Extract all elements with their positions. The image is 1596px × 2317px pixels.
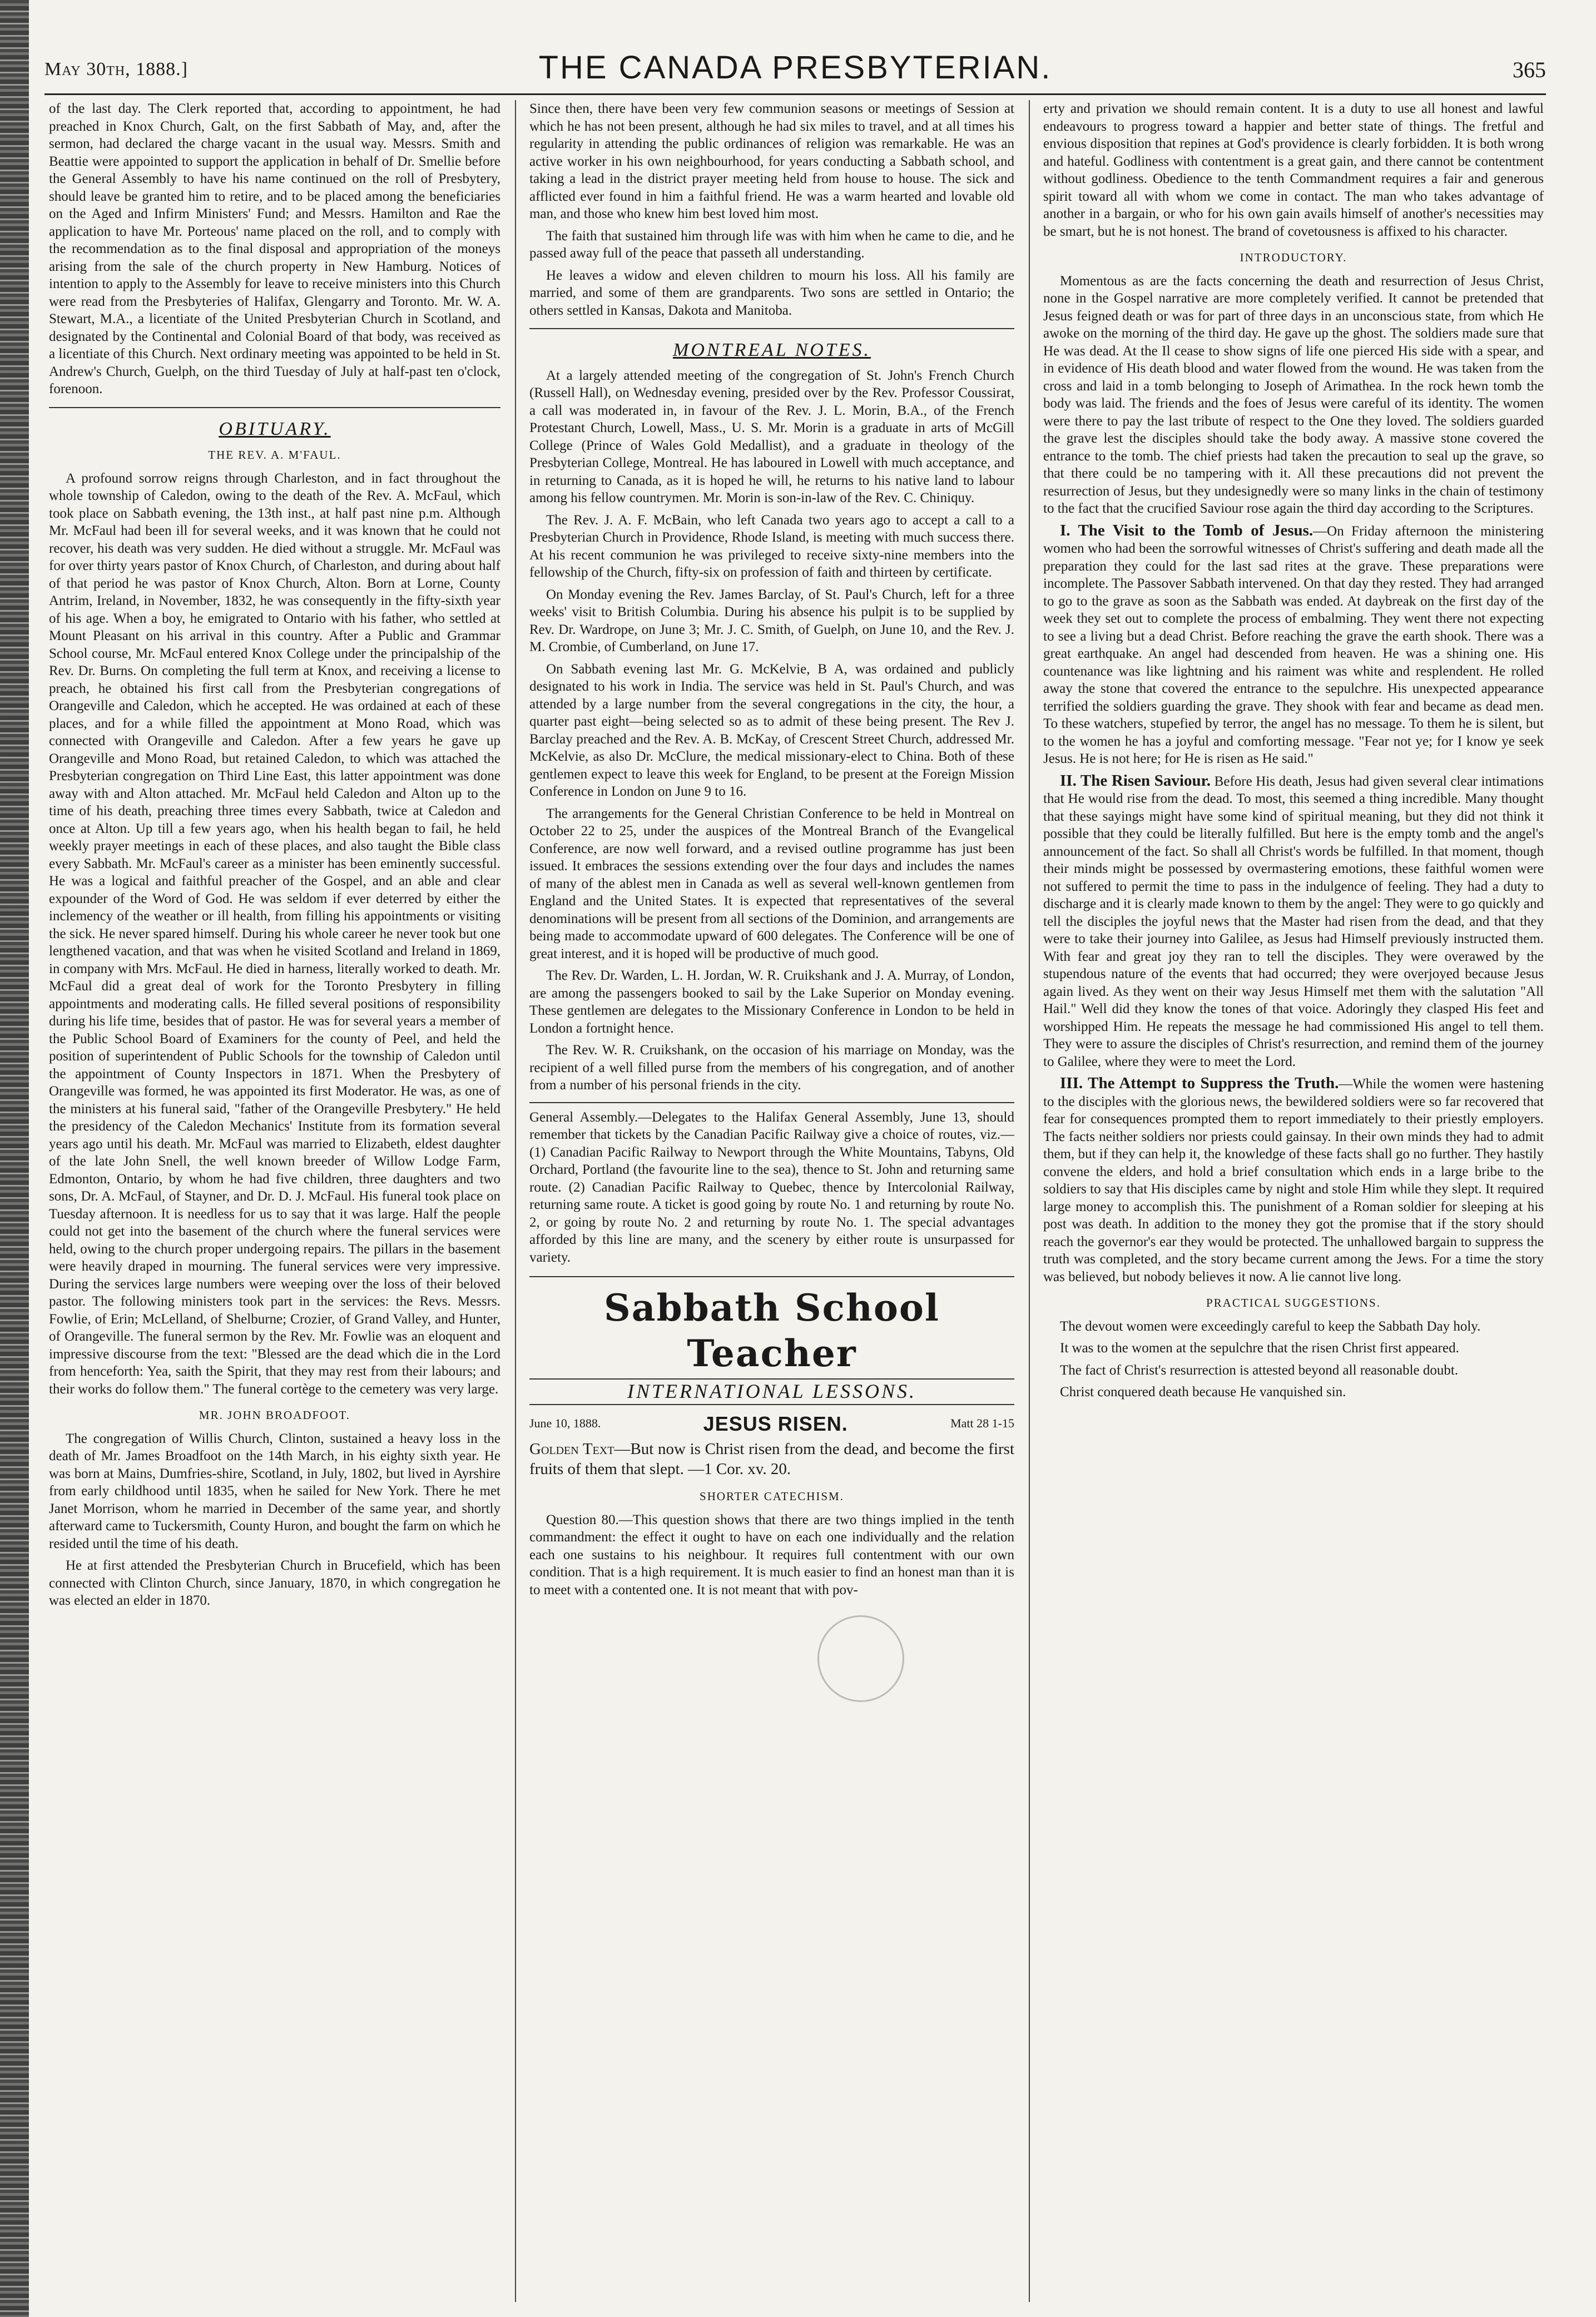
page-binding-edge (0, 0, 29, 2317)
broadfoot-heading: MR. JOHN BROADFOOT. (199, 1408, 351, 1422)
lesson-section-3 (1043, 1075, 1544, 1286)
suggestion-3: The fact of Christ's resurrection is attested beyond all reasonable doubt. (1060, 1362, 1459, 1378)
page-number: 365 (1513, 57, 1546, 82)
montreal-note-1: At a largely attended meeting of the congregation of St. John's French Church (Russell Hall), on Wednesday evening, presided over by the Rev. Professor Coussirat, a call was moderated in, in favour of the Rev. J. L. Morin, B.A., of the French Protestant Church, Lowell, Mass., U. S. Mr. Morin is a graduate in arts of McGill College (Prince of Wales Gold Medallist), and a graduate in theology of the Presbyterian College, Montreal. He has laboured in Lowell with much acceptance, and in returning to Canada, as it is hoped he will, he returns to his native land to labour among his fellow countrymen. Mr. Morin is son-in-law of the Rev. C. Chiniquy. (529, 368, 1014, 505)
section-rule (529, 328, 1014, 329)
broadfoot-text-2: He at first attended the Presbyterian Church in Brucefield, which has been connected with Clinton Church, since January, 1870, in which congregation he was elected an elder in 1870. (49, 1558, 500, 1608)
montreal-notes-heading: MONTREAL NOTES. (673, 340, 871, 360)
general-assembly-notice (529, 1102, 1014, 1278)
suggestion-2: It was to the women at the sepulchre that the risen Christ first appeared. (1060, 1341, 1459, 1356)
lesson-section-2-text: Before His death, Jesus had given several clear intimations that He would rise from the dead. To most, this seemed a thing incredible. Many thought that these sayings might have some kind of spiritual meaning, but they did not think it possible that they could be literally fulfilled. But here is the empty tomb and the angel's announcement of the fact. So shall all Christ's words be fulfilled. In that moment, though their minds might be possessed by overmastering emotions, these faithful women were not suffered to permit the time to pass in the indulgence of feeling. They had a duty to discharge and it is clearly made known to them by the angel: They were to go quickly and tell the disciples the joyful news that the Master had risen from the dead, and that they were to take their journey into Galilee, as Jesus had Himself previously instructed them. With fear and great joy they ran to tell the disciples. They were overawed by the stupendous nature of the events that had occurred; they were overjoyed because Jesus again lived. As they went on their way Jesus Himself met them with the salutation "All Hail." Well did they know the tones of that voice. Adoringly they clasped His feet and worshipped Him. He repeats the message he had commissioned His angel to tell them. They were to assure the disciples of Christ's resurrection, and remind them of the journey to Galilee, where they were to meet the Lord. (1043, 773, 1544, 1069)
montreal-note-3: On Monday evening the Rev. James Barclay, of St. Paul's Church, left for a three weeks' visit to British Columbia. During his absence his pulpit is to be supplied by Rev. Dr. Wardrope, on June 3; Mr. J. C. Smith, of Guelph, on June 10, and the Rev. J. M. Crombie, of Cumberland, on June 17. (529, 587, 1014, 654)
column-1 (49, 100, 500, 2302)
shorter-catechism-heading: SHORTER CATECHISM. (700, 1490, 844, 1503)
suggestion-4: Christ conquered death because He vanquished sin. (1060, 1385, 1346, 1400)
montreal-note-5: The arrangements for the General Christian Conference to be held in Montreal on October 22 to 25, under the auspices of the Montreal Branch of the Evangelical Conference, are now well forward, and a revised outline programme has just been issued. It embraces the sessions extending over the four days and includes the names of many of the ablest men in Canada as well as several well-known gentlemen from England and the United States. It is expected that representatives of the several denominations will be present from all sections of the Dominion, and arrangements are being made to accommodate upward of 600 delegates. The Conference will be one of great interest, and it is hoped will be productive of much good. (529, 806, 1014, 961)
column-2 (529, 100, 1014, 2302)
mcfaul-heading: THE REV. A. M'FAUL. (208, 448, 341, 462)
header-rule (44, 93, 1546, 95)
introductory-heading: INTRODUCTORY. (1240, 251, 1347, 264)
lesson-section-2 (1043, 772, 1544, 1071)
suggestion-1: The devout women were exceedingly careful to keep the Sabbath Day holy. (1060, 1318, 1481, 1334)
lesson-section-1 (1043, 522, 1544, 768)
lesson-reference: Matt 28 1-15 (950, 1416, 1014, 1431)
practical-suggestions-heading: PRACTICAL SUGGESTIONS. (1206, 1296, 1381, 1309)
column-divider (1029, 100, 1030, 2302)
montreal-note-7: The Rev. W. R. Cruikshank, on the occasion of his marriage on Monday, was the recipient of a well filled purse from the members of his congregation, and of another from a number of his personal friends in the city. (529, 1043, 1014, 1093)
lesson-date: June 10, 1888. (529, 1416, 601, 1431)
broadfoot-continued-3: He leaves a widow and eleven children to mourn his loss. All his family are married, and some of them are grandparents. Two sons are settled in Ontario; the others settled in Kansas, Dakota and Manitoba. (529, 267, 1014, 318)
page-header (44, 49, 1546, 89)
lesson-title: JESUS RISEN. (703, 1412, 848, 1435)
montreal-note-6: The Rev. Dr. Warden, L. H. Jordan, W. R. Cruikshank and J. A. Murray, of London, are among the passengers booked to sail by the Lake Superior on Monday evening. These gentlemen are delegates to the Missionary Conference in London to be held in London a fortnight hence. (529, 968, 1014, 1036)
montreal-note-2: The Rev. J. A. F. McBain, who left Canada two years ago to accept a call to a Presbyterian Church in Providence, Rhode Island, is meeting with much success there. At his recent communion he was privileged to receive sixty-nine members into the fellowship of the Church, fifty-six on profession of faith and thirteen by certificate. (529, 512, 1014, 580)
library-stamp (817, 1615, 904, 1702)
mcfaul-obituary-text: A profound sorrow reigns through Charleston, and in fact throughout the whole township of Caledon, owing to the death of the Rev. A. McFaul, which took place on Sabbath evening, the 13th inst., at half past nine p.m. Although Mr. McFaul had been ill for several weeks, and it was known that he could not recover, his death was very sudden. He died without a struggle. Mr. McFaul was for over thirty years pastor of Knox Church, of Charleston, and during about half of that period he was pastor of Knox Church, Alton. Born at Lorne, County Antrim, Ireland, in November, 1832, he was consequently in the fifty-sixth year of his age. When a boy, he emigrated to Ontario with his father, who settled at Mount Pleasant on his arrival in this country. After a Public and Grammar School course, Mr. McFaul entered Knox College under the principalship of the Rev. Dr. Burns. On completing the full term at Knox, and receiving a license to preach, he obtained his first call from the Presbyterian congregations of Orangeville and Caledon, which he accepted. He was ordained at each of these places, and for a while filled the appointment at Mono Road, which was connected with Orangeville and Caledon. After a few years he gave up Orangeville and Mono Road, but retained Caledon, to which was attached the Presbyterian congregation on Third Line East, this latter appointment was done away with and Alton attached. Mr. McFaul held Caledon and Alton up to the time of his death, preaching three times every Sabbath, twice at Caledon and once at Alton. Up till a few years ago, when his health began to fail, he held weekly prayer meetings in each of these places, and also taught the Bible class every Sabbath. Mr. McFaul's career as a minister has been eminently successful. He was a logical and faithful preacher of the Gospel, and an able and clear expounder of the Word of God. He was seldom if ever deterred by either the inclemency of the weather or ill health, from filling his appointments or visiting the sick. He never spared himself. During his whole career he never took but one lengthened vacation, and that was when he visited Scotland and Ireland in 1869, in company with Mrs. McFaul. He died in harness, literally worked to death. Mr. McFaul did a great deal of work for the Toronto Presbytery in filling appointments and moderating calls. He filled several positions of responsibility during his life time, besides that of pastor. He was for several years a member of the Public School Board of Examiners for the county of Peel, and held the position of superintendent of Public Schools for the township of Caledon until the appointment of County Inspectors in 1871. When the Presbytery of Orangeville was formed, he was appointed its first Moderator. He was, as one of the ministers at his funeral said, "father of the Orangeville Presbytery." He held the presidency of the Caledon Mechanics' Institute from its formation several years ago until his death. Mr. McFaul was married to Elizabeth, eldest daughter of the late John Snell, the well known breeder of Willow Lodge Farm, Edmonton, Ontario, by whom he had five children, three daughters and two sons, Dr. A. McFaul, of Stayner, and Dr. D. J. McFaul. His funeral took place on Tuesday afternoon. It is needless for us to say that it was large. Half the people could not get into the basement of the church where the funeral services were held, owing to the church proper undergoing repairs. The pillars in the basement were heavily draped in mourning. The funeral services were very impressive. During the services large numbers were weeping over the loss of their beloved pastor. The following ministers took part in the services: the Revs. Messrs. Fowlie, of Erin; McLelland, of Shelburne; Crozier, of Grand Valley, and Hunter, of Orangeville. The funeral sermon by the Rev. Mr. Fowlie was an eloquent and impressive discourse from the text: "Blessed are the dead which die in the Lord from henceforth: Yea, saith the Spirit, that they may rest from their labours; and their works do follow them." The funeral cortège to the cemetery was very large. (49, 470, 500, 1397)
column-3 (1043, 100, 1544, 2302)
golden-text-label: Golden Text (529, 1440, 614, 1458)
column-divider (515, 100, 516, 2302)
general-assembly-text: General Assembly.—Delegates to the Halifax General Assembly, June 13, should remember that tickets by the Canadian Pacific Railway give a choice of routes, viz.— (1) Canadian Pacific Railway to Newport through the White Mountains, Tabyns, Old Orchard, Portland (the favourite line to the sea), thence to St. John and returning same route. (2) Canadian Pacific Railway to Quebec, thence by Intercolonial Railway, returning same route. A ticket is good going by route No. 1 and returning by route No. 2, or going by route No. 2 and returning by route No. 1. The special advantages afforded by this line are many, and the scenery by either route is unsurpassed for variety. (529, 1109, 1014, 1265)
lesson-section-2-title: II. The Risen Saviour. (1060, 771, 1211, 790)
golden-text (529, 1439, 1014, 1479)
broadfoot-text-1: The congregation of Willis Church, Clinton, sustained a heavy loss in the death of Mr. James Broadfoot on the 14th March, in his eighty sixth year. He was born at Mains, Dumfries-shire, Scotland, in July, 1802, but lived in Ayrshire from early childhood until 1835, when he sailed for New York. There he met Janet Morrison, whom he married in December of the same year, and shortly afterward came to Tuckersmith, County Huron, and bought the farm on which he resided until the time of his death. (49, 1431, 500, 1551)
section-rule (49, 407, 500, 408)
issue-date: May 30th, 1888.] (44, 59, 189, 80)
masthead: THE CANADA PRESBYTERIAN. (538, 49, 1052, 86)
introductory-text: Momentous as are the facts concerning the death and resurrection of Jesus Christ, none in the Gospel narrative are more completely verified. It cannot be pretended that Jesus feigned death or was for part of three days in an unconscious state, from which He awoke on the morning of the third day. He gave up the ghost. The soldiers made sure that He was dead. At the Il cease to show signs of life one pierced His side with a spear, and in evidence of His death blood and water flowed from the wound. He was taken from the cross and laid in a tomb belonging to Joseph of Arimathea. In the rock hewn tomb the body was laid. The friends and the foes of Jesus were careful of its identity. The women were there to pay the last tribute of respect to the One they loved. The soldiers guarded the grave lest the disciples should take the body away. A massive stone covered the entrance to the tomb. The chief priests had taken the precaution to seal up the grave, so that there could be no tampering with it. All these precautions did not prevent the resurrection of Jesus, but they undesignedly were so many links in the chain of testimony to the fact that the crucified Saviour rose again the third day according to the Scriptures. (1043, 273, 1544, 516)
international-lessons-subtitle: INTERNATIONAL LESSONS. (529, 1378, 1014, 1405)
obituary-heading: OBITUARY. (219, 418, 331, 439)
lesson-section-1-title: I. The Visit to the Tomb of Jesus. (1060, 521, 1314, 539)
broadfoot-continued-1: Since then, there have been very few communion seasons or meetings of Session at which he has not been present, although he had six miles to travel, and at all times his regularity in attending the public ordinances of religion was remarkable. He was an active worker in his own neighbourhood, for years conducting a Sabbath school, and taking a lead in the district prayer meeting held from house to house. The sick and afflicted ever found in him a faithful friend. He was a warm hearted and lovable old man, and those who knew him best loved him most. (529, 101, 1014, 221)
sabbath-school-teacher-title: Sabbath School Teacher (604, 1286, 940, 1375)
lesson-section-3-title: III. The Attempt to Suppress the Truth. (1060, 1074, 1339, 1092)
catechism-question-text: Question 80.—This question shows that there are two things implied in the tenth commandment: the effect it ought to have on each one individually and the relation each one sustains to his neighbour. It requires full contentment with our own condition. That is a high requirement. It is much easier to find an honest man than it is to meet with a contented one. It is not meant that with pov- (529, 1512, 1014, 1597)
broadfoot-continued-2: The faith that sustained him through life was with him when he came to die, and he passed away full of the peace that passeth all understanding. (529, 228, 1014, 261)
golden-text-body: —But now is Christ risen from the dead, and become the first fruits of them that slept. —1 Cor. xv. 20. (529, 1440, 1014, 1478)
lesson-section-3-text: —While the women were hastening to the disciples with the glorious news, the bewildered soldiers were so far recovered that fear for consequences prompted them to report immediately to their priestly employers. The facts neither soldiers nor priests could gainsay. In their own minds they had to admit them, but if they can help it, the knowledge of these facts shall go no further. They hastily convene the elders, and hold a brief consultation which ends in a large bribe to the soldiers to say that His disciples came by night and stole Him while they slept. It required large money to accomplish this. The punishment of a Roman soldier for sleeping at his post was death. In addition to the money they got the promise that if the story should reach the governor's ear they would be protected. The unhallowed bargain to suppress the truth was completed, and the story became current among the Jews. For a time the story was believed, but nobody believes it now. A lie cannot live long. (1043, 1076, 1544, 1284)
montreal-note-4: On Sabbath evening last Mr. G. McKelvie, B A, was ordained and publicly designated to his work in India. The service was held in St. Paul's Church, and was attended by a large number from the several congregations in the city, the hour, a quarter past eight—being selected so as to admit of these being present. The Rev J. Barclay preached and the Rev. A. B. McKay, of Crescent Street Church, addressed Mr. McKelvie, as also Dr. McClure, the medical missionary-elect to China. Both of these gentlemen expect to leave this week for England, to be present at the Foreign Mission Conference in London on June 9 to 16. (529, 661, 1014, 799)
presbytery-report-text: of the last day. The Clerk reported that, according to appointment, he had preached in Knox Church, Galt, on the first Sabbath of May, and, after the sermon, had declared the charge vacant in the usual way. Messrs. Smith and Beattie were appointed to support the application in behalf of Dr. Smellie before the General Assembly to have his name continued on the roll of Presbytery, should leave be granted him to retire, and to be placed among the beneficiaries on the Aged and Infirm Ministers' Fund; and Messrs. Hamilton and Rae the application to have Mr. Porteous' name placed on the roll, and to comply with the recommendation as to the final disposal and appropriation of the moneys arising from the sale of the church property in New Hamburg. Notices of intention to apply to the Assembly for leave to receive ministers into this Church were read from the Presbyteries of Halifax, Glengarry and Toronto. Mr. W. A. Stewart, M.A., a licentiate of the United Presbyterian Church in Scotland, and designated by the Continental and Colonial Board of that body, was received as a licentiate of this Church. Next ordinary meeting was appointed to be held in St. Andrew's Church, Guelph, on the third Tuesday of July at half-past ten o'clock, forenoon. (49, 101, 500, 396)
lesson-section-1-text: —On Friday afternoon the ministering women who had been the sorrowful witnesses of Christ's suffering and death made all the preparation they could for the last sad rites at the grave. These preparations were incomplete. The Passover Sabbath intervened. On that day they rested. They had arranged to go to the grave as soon as the Sabbath was ended. At daybreak on the first day of the week they set out to complete the process of embalming. They went there not expecting to see a living but a dead Christ. Before reaching the grave the earth shook. There was a great earthquake. An angel had descended from heaven. He was a shining one. His countenance was like lightning and his raiment was white and resplendent. He rolled away the stone that covered the entrance to the sepulchre. His unexpected appearance terrified the soldiers guarding the grave. They shook with fear and became as dead men. To these watchers, stupefied by terror, the angel has no message. To them he is silent, but to the women he has a joyful and comforting message. "Fear not ye; for I know ye seek Jesus. He is not here; for He is risen as He said." (1043, 523, 1544, 766)
catechism-continued: erty and privation we should remain content. It is a duty to use all honest and lawful endeavours to progress toward a happier and better state of things. The fretful and envious disposition that repines at God's providence is clearly forbidden. It is both wrong and hateful. Godliness with contentment is a great gain, and there cannot be contentment without godliness. Obedience to the tenth Commandment requires a fair and generous spirit toward all with whom we come in contact. The man who takes advantage of another in a bargain, or who for his own gain avails himself of another's necessities may be smart, but he is not honest. The brand of covetousness is affixed to his character. (1043, 101, 1544, 239)
lesson-header (529, 1412, 1014, 1435)
